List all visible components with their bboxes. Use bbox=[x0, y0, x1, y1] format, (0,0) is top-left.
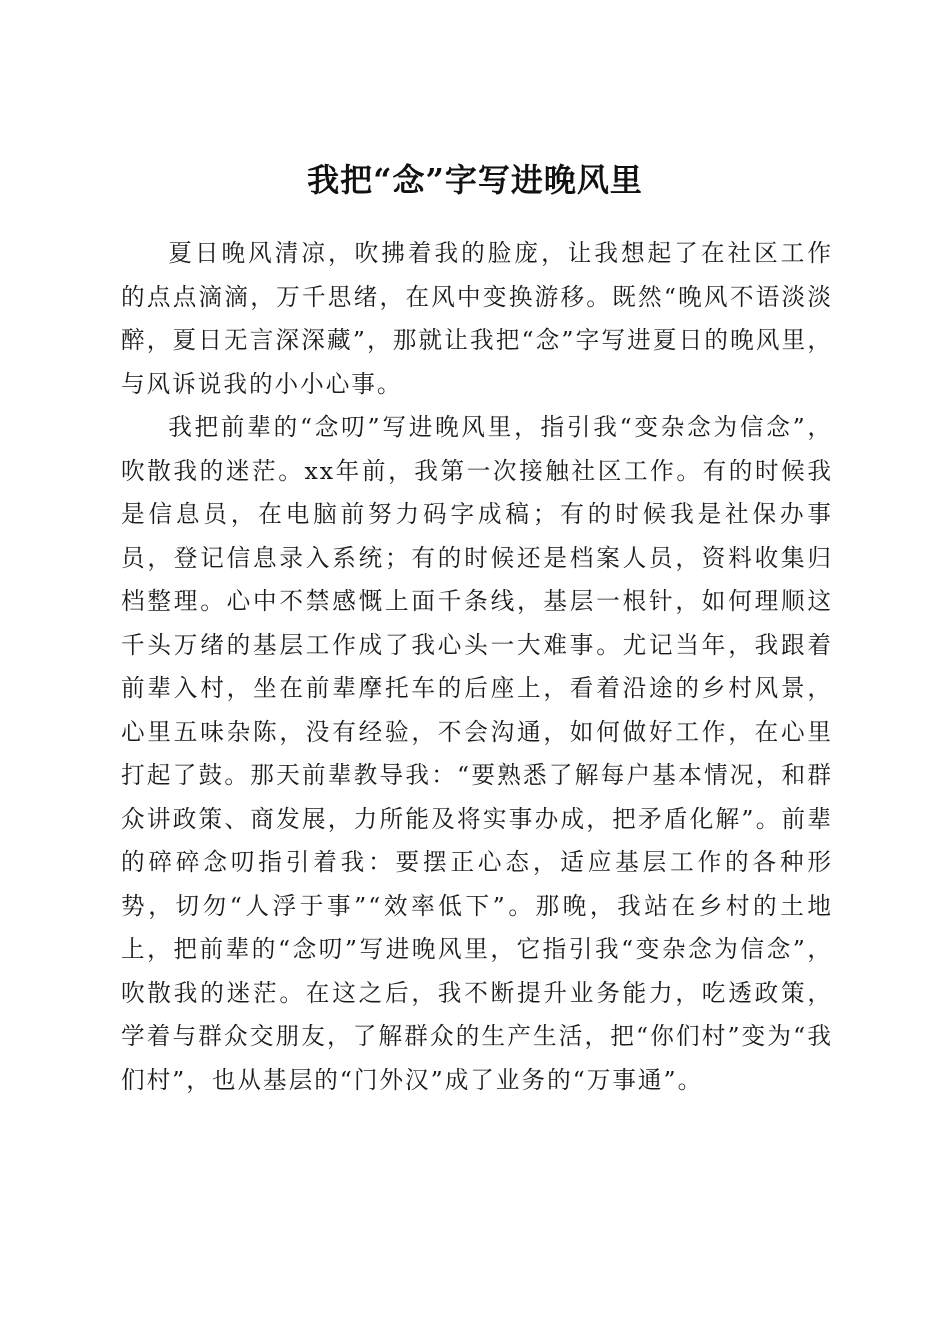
document-title: 我把“念”字写进晚风里 bbox=[307, 161, 643, 200]
paragraph-2: 我把前辈的“念叨”写进晚风里，指引我“变杂念为信念”，吹散我的迷茫。xx年前，我第一次接触社区工作。有的时候我是信息员，在电脑前努力码字成稿；有的时候我是社保办事员，登记信息录入系统；有的时候还是档案人员，资料收集归档整理。心中不禁感慨上面千条线，基层一根针，如何理顺这千头万绪的基层工作成了我心头一大难事。尤记当年，我跟着前辈入村，坐在前辈摩托车的后座上，看着沿途的乡村风景，心里五味杂陈，没有经验，不会沟通，如何做好工作，在心里打起了鼓。那天前辈教导我：“要熟悉了解每户基本情况，和群众讲政策、商发展，力所能及将实事办成，把矛盾化解”。前辈的碎碎念叨指引着我：要摆正心态，适应基层工作的各种形势，切勿“人浮于事”“效率低下”。那晚，我站在乡村的土地上，把前辈的“念叨”写进晚风里，它指引我“变杂念为信念”，吹散我的迷茫。在这之后，我不断提升业务能力，吃透政策，学着与群众交朋友，了解群众的生产生活，把“你们村”变为“我们村”，也从基层的“门外汉”成了业务的“万事通”。 bbox=[121, 413, 833, 1094]
paragraph-1: 夏日晚风清凉，吹拂着我的脸庞，让我想起了在社区工作的点点滴滴，万千思绪，在风中变换游移。既然“晚风不语淡淡醉，夏日无言深深藏”，那就让我把“念”字写进夏日的晚风里，与风诉说我的小小心事。 bbox=[121, 239, 833, 398]
document-body bbox=[121, 232, 833, 1102]
